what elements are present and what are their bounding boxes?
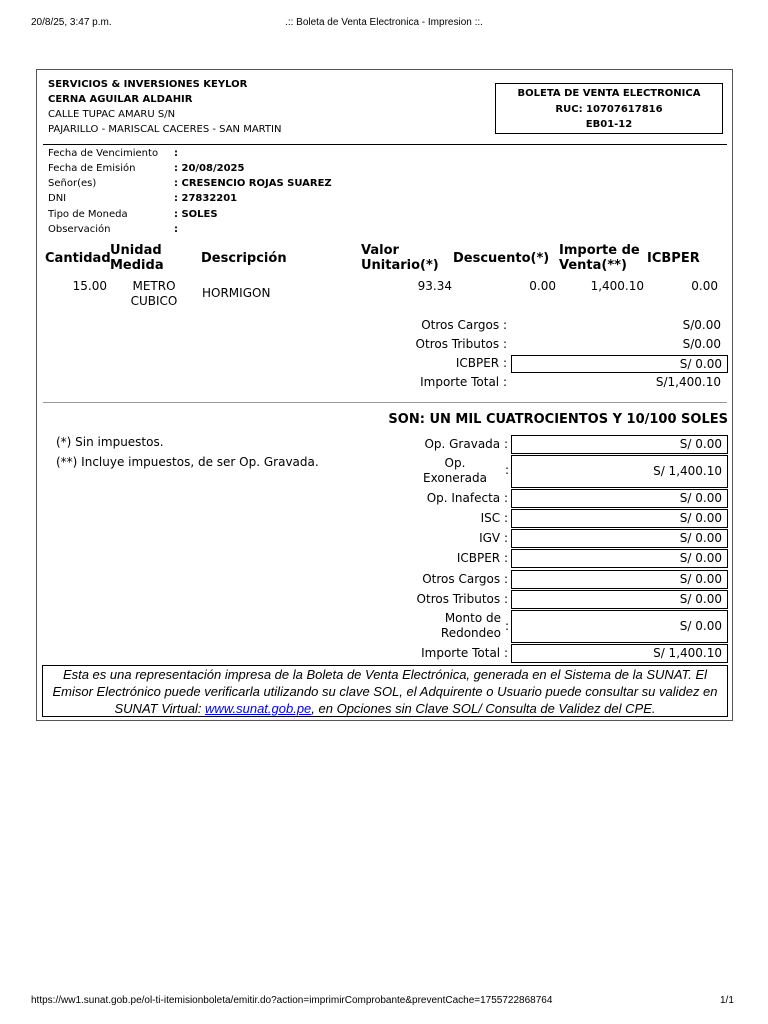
label-fecha-emision: Fecha de Emisión <box>48 163 136 174</box>
tot-otros-cargos-label: Otros Cargos : <box>422 572 508 586</box>
tot-igv-value: S/ 0.00 <box>511 529 728 548</box>
sum-otros-tributos-label: Otros Tributos : <box>415 337 507 351</box>
value-tipo-moneda: : SOLES <box>174 209 218 220</box>
note-incluye-impuestos: (**) Incluye impuestos, de ser Op. Gravada. <box>56 455 319 469</box>
cell-unidad-line1: METRO <box>132 279 176 293</box>
sum-otros-cargos-value: S/0.00 <box>682 318 721 332</box>
tot-monto-redondeo-line2: Redondeo <box>440 626 501 640</box>
sum-icbper-label: ICBPER : <box>455 356 507 370</box>
document-ruc: RUC: 10707617816 <box>555 103 663 115</box>
th-valor-line1: Valor <box>361 243 399 258</box>
print-title: .:: Boleta de Venta Electronica - Impresion ::. <box>285 17 483 28</box>
legal-notice-text-2: , en Opciones sin Clave SOL/ Consulta de Validez del CPE. <box>311 701 656 716</box>
cell-descripcion: HORMIGON <box>202 286 271 300</box>
tot-monto-redondeo-label <box>405 611 501 641</box>
sum-importe-total-label: Importe Total : <box>420 375 507 389</box>
tot-icbper-label: ICBPER : <box>456 551 508 565</box>
amount-in-words: SON: UN MIL CUATROCIENTOS Y 10/100 SOLES <box>388 412 728 427</box>
document-type-box <box>495 83 723 134</box>
th-importe-line2: Venta(**) <box>559 258 627 273</box>
th-valor-unitario <box>361 243 439 273</box>
value-dni: : 27832201 <box>174 193 238 204</box>
cell-icbper: 0.00 <box>691 279 718 293</box>
th-cantidad: Cantidad <box>45 251 111 266</box>
tot-op-exonerada-value: S/ 1,400.10 <box>511 455 728 488</box>
th-unidad-line1: Unidad <box>110 243 162 258</box>
tot-op-gravada-label: Op. Gravada : <box>424 437 508 451</box>
label-senor: Señor(es) <box>48 178 97 189</box>
cell-unidad-line2: CUBICO <box>130 294 178 308</box>
th-descuento: Descuento(*) <box>453 251 550 266</box>
tot-otros-cargos-value: S/ 0.00 <box>511 570 728 589</box>
summary-divider <box>43 402 727 403</box>
label-fecha-vencimiento: Fecha de Vencimiento <box>48 148 159 159</box>
emisor-direccion: CALLE TUPAC AMARU S/N <box>48 109 176 120</box>
th-unidad-line2: Medida <box>110 258 164 273</box>
tot-op-exonerada-colon: : <box>505 463 510 477</box>
tot-igv-label: IGV : <box>479 531 508 545</box>
tot-op-exonerada-line1: Op. <box>444 456 466 470</box>
sum-importe-total-value: S/1,400.10 <box>655 375 721 389</box>
document-type: BOLETA DE VENTA ELECTRONICA <box>517 88 701 99</box>
th-valor-line2: Unitario(*) <box>361 258 439 273</box>
tot-op-inafecta-label: Op. Inafecta : <box>426 491 508 505</box>
emisor-nombre: CERNA AGUILAR ALDAHIR <box>48 94 193 105</box>
legal-notice <box>42 665 728 717</box>
print-page-number: 1/1 <box>720 995 734 1006</box>
cell-unidad <box>116 279 192 309</box>
value-fecha-emision: : 20/08/2025 <box>174 163 245 174</box>
th-importe-venta <box>559 243 640 273</box>
sum-otros-tributos-value: S/0.00 <box>682 337 721 351</box>
emisor-block <box>48 77 281 137</box>
cell-cantidad: 15.00 <box>72 279 107 293</box>
value-observacion: : <box>174 224 178 235</box>
tot-otros-tributos-value: S/ 0.00 <box>511 590 728 609</box>
tot-op-inafecta-value: S/ 0.00 <box>511 489 728 508</box>
emisor-razon-social: SERVICIOS & INVERSIONES KEYLOR <box>48 79 248 90</box>
cell-valor-unitario: 93.34 <box>417 279 452 293</box>
tot-importe-total-label: Importe Total : <box>421 646 508 660</box>
note-sin-impuestos: (*) Sin impuestos. <box>56 435 164 449</box>
cell-descuento: 0.00 <box>529 279 556 293</box>
legal-notice-text-1: Esta es una representación impresa de la Boleta de Venta Electrónica, generada en el Sistema de la SUNAT. El Emisor Electrónico puede verificarla utilizando su clave SOL, el Adquirente o Usuario puede consultar su validez en SUNAT Virtual: <box>52 667 718 716</box>
label-dni: DNI <box>48 193 67 204</box>
tot-op-gravada-value: S/ 0.00 <box>511 435 728 454</box>
sunat-link[interactable]: www.sunat.gob.pe <box>205 701 312 716</box>
emisor-ubicacion: PAJARILLO - MARISCAL CACERES - SAN MARTIN <box>48 124 282 135</box>
label-observacion: Observación <box>48 224 111 235</box>
print-url: https://ww1.sunat.gob.pe/ol-ti-itemisionboleta/emitir.do?action=imprimirComprobante&preventCache=1755722868764 <box>31 995 553 1006</box>
tot-isc-value: S/ 0.00 <box>511 509 728 528</box>
tot-monto-redondeo-line1: Monto de <box>444 611 501 625</box>
tot-importe-total-value: S/ 1,400.10 <box>511 644 728 663</box>
tot-otros-tributos-label: Otros Tributos : <box>416 592 508 606</box>
value-senor: : CRESENCIO ROJAS SUAREZ <box>174 178 332 189</box>
header-divider <box>43 144 727 145</box>
tot-op-exonerada-label <box>405 456 505 486</box>
th-descripcion: Descripción <box>201 251 287 266</box>
value-fecha-vencimiento: : <box>174 148 178 159</box>
tot-monto-redondeo-colon: : <box>505 619 510 633</box>
tot-isc-label: ISC : <box>480 511 508 525</box>
print-datetime: 20/8/25, 3:47 p.m. <box>31 17 112 28</box>
cell-importe: 1,400.10 <box>590 279 644 293</box>
tot-op-exonerada-line2: Exonerada <box>423 471 487 485</box>
th-unidad <box>110 243 164 273</box>
sum-icbper-value: S/ 0.00 <box>511 355 728 373</box>
th-importe-line1: Importe de <box>559 243 640 258</box>
tot-icbper-value: S/ 0.00 <box>511 549 728 568</box>
th-icbper: ICBPER <box>647 251 700 266</box>
document-serie: EB01-12 <box>585 119 633 130</box>
sum-otros-cargos-label: Otros Cargos : <box>421 318 507 332</box>
label-tipo-moneda: Tipo de Moneda <box>48 209 128 220</box>
tot-monto-redondeo-value: S/ 0.00 <box>511 610 728 643</box>
